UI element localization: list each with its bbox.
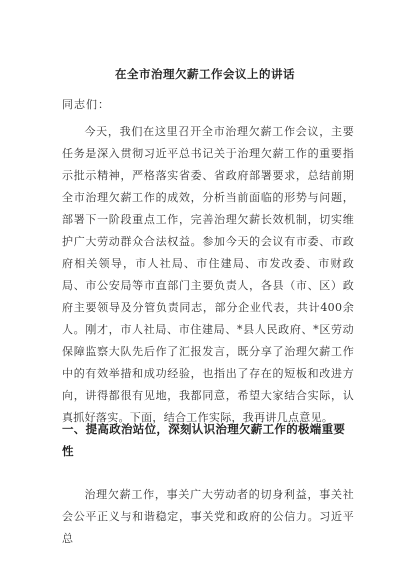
body-paragraph [62, 121, 354, 429]
body-paragraph [62, 484, 354, 550]
paragraph-text: 今天，我们在这里召开全市治理欠薪工作会议，主要任务是深入贯彻习近平总书记关于治理欠薪工作的重要指示批示精神，严格落实省委、省政府部署要求，总结前期全市治理欠薪工作的成效，分析当前面临的形势与问题，部署下一阶段重点工作，完善治理欠薪长效机制，切实维护广大劳动群众合法权益。参加今天的会议有市委、市政府相关领导，市人社局、市住建局、市发改委、市财政局、市公安局等市直部门主要负责人，各县（市、区）政府主要领导及分管负责同志，部分企业代表，共计400余人。刚才，市人社局、市住建局、*县人民政府、*区劳动保障监察大队先后作了汇报发言，既分享了治理欠薪工作中的有效举措和成功经验，也指出了存在的短板和改进方向，讲得都很有见地，我都同意，希望大家结合实际，认真抓好落实。下面，结合工作实际，我再讲几点意见。 [62, 125, 354, 424]
paragraph-text: 治理欠薪工作，事关广大劳动者的切身利益，事关社会公平正义与和谐稳定，事关党和政府的公信力。习近平总 [62, 488, 354, 545]
salutation: 同志们： [62, 98, 110, 111]
section-heading: 一、提高政治站位，深刻认识治理欠薪工作的极端重要性 [62, 422, 346, 458]
document-title: 在全市治理欠薪工作会议上的讲话 [115, 67, 295, 81]
